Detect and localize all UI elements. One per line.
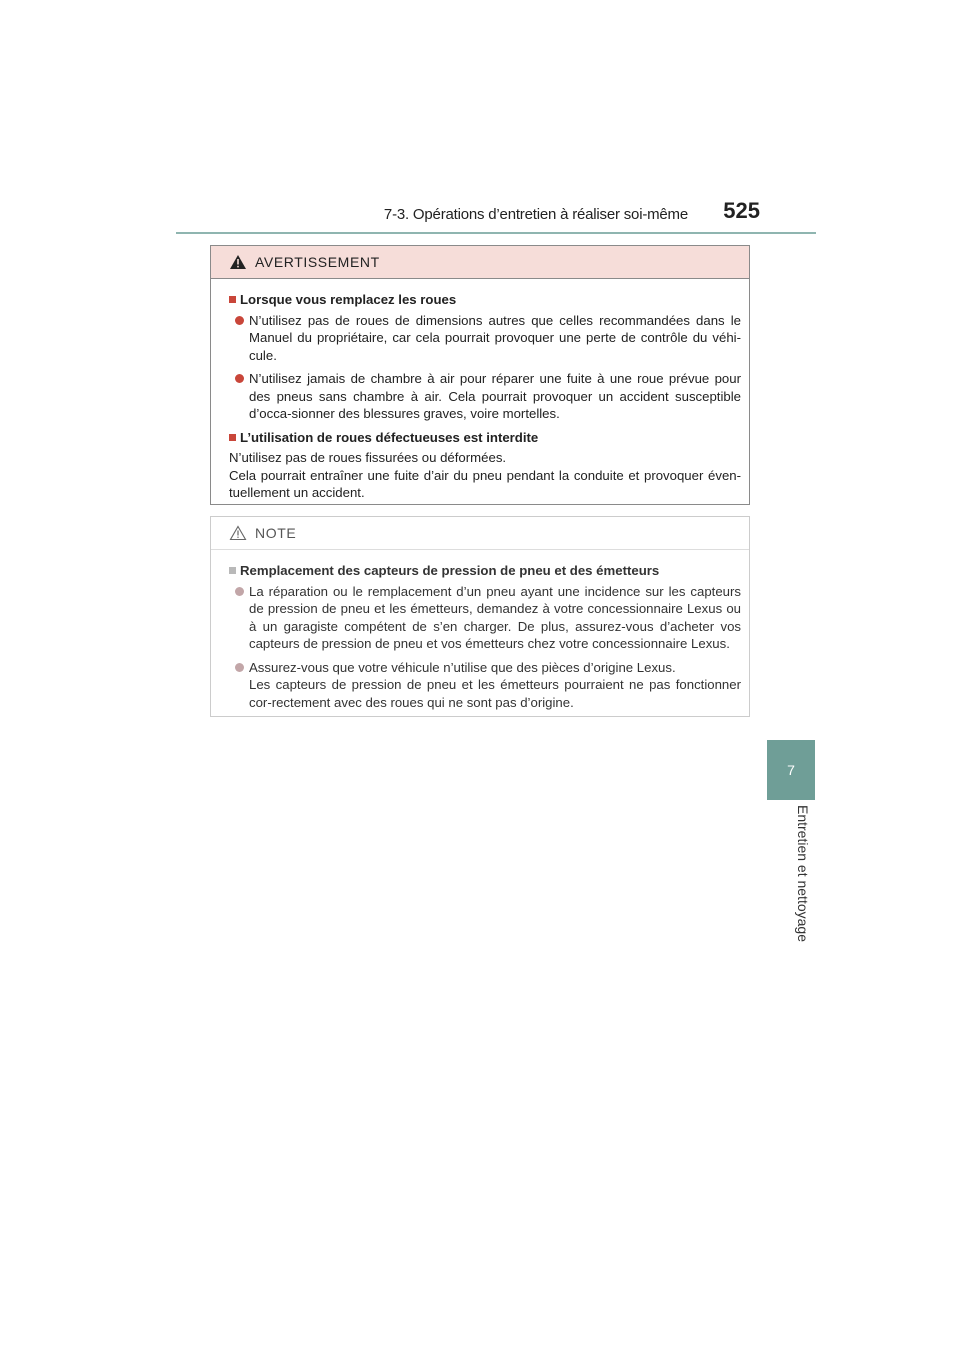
body-paragraph: N’utilisez pas de roues fissurées ou déformées.	[229, 450, 507, 465]
warning-body	[211, 279, 749, 502]
note-body	[211, 550, 749, 711]
bullet-text: La réparation ou le remplacement d’un pneu ayant une incidence sur les capteurs de pression de pneu et les émetteurs, demandez à votre concessionnaire Lexus ou à un garagiste compétent de s’en charger. De plus, assurez-vous d’acheter vos capteurs de pression de pneu et vos émetteurs chez votre concessionnaire Lexus.	[249, 583, 741, 651]
bullet-text-block	[249, 659, 741, 712]
note-heading: NOTE	[255, 525, 297, 541]
square-bullet-icon	[229, 296, 236, 303]
chapter-title-vertical: Entretien et nettoyage	[795, 805, 811, 942]
round-bullet-icon	[235, 374, 244, 383]
bullet-item	[235, 583, 741, 653]
section-title-text: Remplacement des capteurs de pression de pneu et des émetteurs	[240, 563, 660, 578]
bullet-item	[235, 659, 741, 712]
warning-heading: AVERTISSEMENT	[255, 254, 380, 270]
warning-section-title	[229, 291, 741, 309]
bullet-item	[235, 370, 741, 423]
bullet-text: N’utilisez jamais de chambre à air pour réparer une fuite à une roue prévue pour des pneus sans chambre à air. Cela pourrait provoquer un accident susceptible d’occa-sionner des blessures graves, voire mortelles.	[249, 371, 741, 421]
chapter-number: 7	[787, 762, 795, 778]
page-number: 525	[723, 198, 760, 223]
bullet-text: Assurez-vous que votre véhicule n’utilise que des pièces d’origine Lexus.	[249, 659, 676, 675]
chapter-number-tab	[767, 740, 815, 800]
square-bullet-icon	[229, 434, 236, 441]
warning-box	[210, 245, 750, 505]
section-title-text: L’utilisation de roues défectueuses est interdite	[240, 429, 539, 445]
body-paragraph: Cela pourrait entraîner une fuite d’air du pneu pendant la conduite et provoquer éven-tuellement un accident.	[229, 467, 741, 500]
note-box	[210, 516, 750, 717]
header-divider	[176, 232, 816, 234]
warning-section-title	[229, 429, 741, 447]
note-header	[211, 517, 749, 550]
note-section-title	[229, 562, 741, 580]
warning-triangle-icon	[229, 254, 247, 270]
round-bullet-icon	[235, 587, 244, 596]
bullet-text: N’utilisez pas de roues de dimensions autres que celles recommandées dans le Manuel du propriétaire, car cela pourrait provoquer une perte de contrôle du véhi-cule.	[249, 312, 741, 363]
caution-triangle-icon	[229, 525, 247, 541]
warning-header	[211, 246, 749, 279]
section-header-title: 7-3. Opérations d’entretien à réaliser soi-même	[383, 206, 688, 223]
round-bullet-icon	[235, 663, 244, 672]
section-title-text: Lorsque vous remplacez les roues	[240, 292, 457, 307]
square-bullet-icon	[229, 567, 236, 574]
bullet-item	[235, 312, 741, 365]
bullet-text: Les capteurs de pression de pneu et les émetteurs pourraient ne pas fonctionner cor-rectement avec des roues qui ne sont pas d’origine.	[249, 677, 741, 710]
round-bullet-icon	[235, 316, 244, 325]
